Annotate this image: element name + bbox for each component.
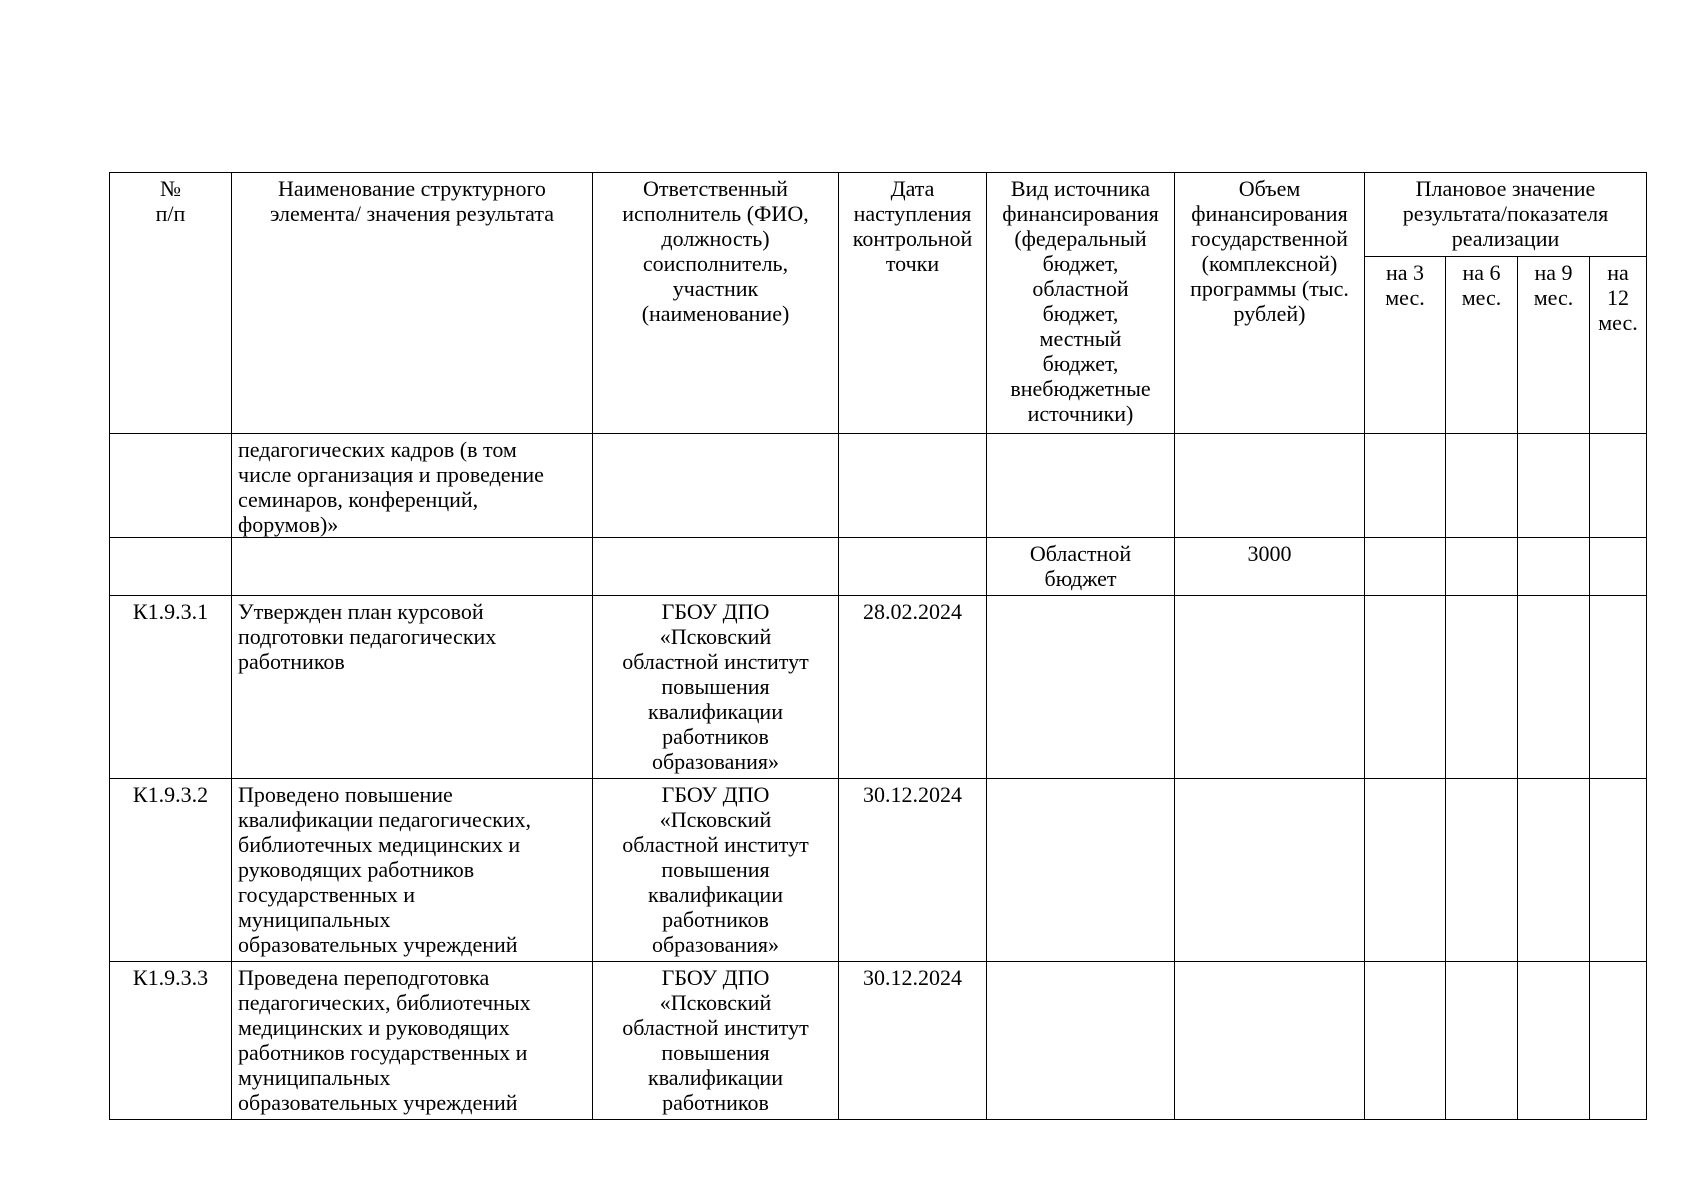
row-element-name: Проведена переподготовка педагогических, библиотечных медицинских и руководящих работников государственных и муниципальных образовательных учреждений <box>232 962 593 1120</box>
row-control-date: 30.12.2024 <box>839 962 987 1120</box>
row-funding-source <box>987 434 1175 538</box>
table-row <box>110 596 1647 779</box>
row-funding-source: Областной бюджет <box>987 538 1175 596</box>
row-responsible <box>593 538 839 596</box>
row-6-months <box>1446 434 1518 538</box>
row-6-months <box>1446 596 1518 779</box>
header-planned-value: Плановое значение результата/показателя реализации <box>1365 173 1647 257</box>
row-3-months <box>1365 434 1446 538</box>
row-responsible: ГБОУ ДПО «Псковский областной институт повышения квалификации работников образования» <box>593 596 839 779</box>
row-control-date <box>839 538 987 596</box>
row-6-months <box>1446 779 1518 962</box>
row-responsible: ГБОУ ДПО «Псковский областной институт повышения квалификации работников <box>593 962 839 1120</box>
table-row <box>110 434 1647 538</box>
row-element-name: Утвержден план курсовой подготовки педагогических работников <box>232 596 593 779</box>
row-element-name: Проведено повышение квалификации педагогических, библиотечных медицинских и руководящих работников государственных и муниципальных образовательных учреждений <box>232 779 593 962</box>
row-3-months <box>1365 596 1446 779</box>
row-9-months <box>1518 434 1590 538</box>
row-control-date: 28.02.2024 <box>839 596 987 779</box>
row-number: К1.9.3.1 <box>110 596 232 779</box>
row-12-months <box>1590 434 1647 538</box>
row-responsible: ГБОУ ДПО «Псковский областной институт повышения квалификации работников образования» <box>593 779 839 962</box>
row-12-months <box>1590 779 1647 962</box>
row-funding-source <box>987 962 1175 1120</box>
row-funding-volume <box>1175 962 1365 1120</box>
row-9-months <box>1518 538 1590 596</box>
row-control-date: 30.12.2024 <box>839 779 987 962</box>
plan-table <box>109 172 1647 1120</box>
header-control-date: Дата наступления контрольной точки <box>839 173 987 434</box>
header-funding-volume: Объем финансирования государственной (комплексной) программы (тыс. рублей) <box>1175 173 1365 434</box>
row-9-months <box>1518 962 1590 1120</box>
header-responsible: Ответственный исполнитель (ФИО, должность) соисполнитель, участник (наименование) <box>593 173 839 434</box>
row-element-name <box>232 538 593 596</box>
table-row <box>110 962 1647 1120</box>
header-9-months: на 9 мес. <box>1518 257 1590 434</box>
row-9-months <box>1518 779 1590 962</box>
row-12-months <box>1590 596 1647 779</box>
header-3-months: на 3 мес. <box>1365 257 1446 434</box>
row-funding-volume <box>1175 779 1365 962</box>
row-3-months <box>1365 962 1446 1120</box>
header-funding-source: Вид источника финансирования (федеральный бюджет, областной бюджет, местный бюджет, внебюджетные источники) <box>987 173 1175 434</box>
row-funding-volume <box>1175 434 1365 538</box>
row-12-months <box>1590 538 1647 596</box>
row-6-months <box>1446 538 1518 596</box>
row-funding-volume <box>1175 596 1365 779</box>
row-responsible <box>593 434 839 538</box>
table-row <box>110 779 1647 962</box>
row-control-date <box>839 434 987 538</box>
row-funding-source <box>987 596 1175 779</box>
header-element-name: Наименование структурного элемента/ значения результата <box>232 173 593 434</box>
row-number <box>110 434 232 538</box>
row-funding-source <box>987 779 1175 962</box>
row-number <box>110 538 232 596</box>
header-6-months: на 6 мес. <box>1446 257 1518 434</box>
row-number: К1.9.3.3 <box>110 962 232 1120</box>
row-9-months <box>1518 596 1590 779</box>
row-element-name: педагогических кадров (в том числе организация и проведение семинаров, конференций, форумов)» <box>232 434 593 538</box>
row-12-months <box>1590 962 1647 1120</box>
table-row <box>110 538 1647 596</box>
header-number: № п/п <box>110 173 232 434</box>
header-row-1 <box>110 173 1647 257</box>
row-6-months <box>1446 962 1518 1120</box>
row-number: К1.9.3.2 <box>110 779 232 962</box>
row-funding-volume: 3000 <box>1175 538 1365 596</box>
header-12-months: на 12 мес. <box>1590 257 1647 434</box>
row-3-months <box>1365 779 1446 962</box>
row-3-months <box>1365 538 1446 596</box>
